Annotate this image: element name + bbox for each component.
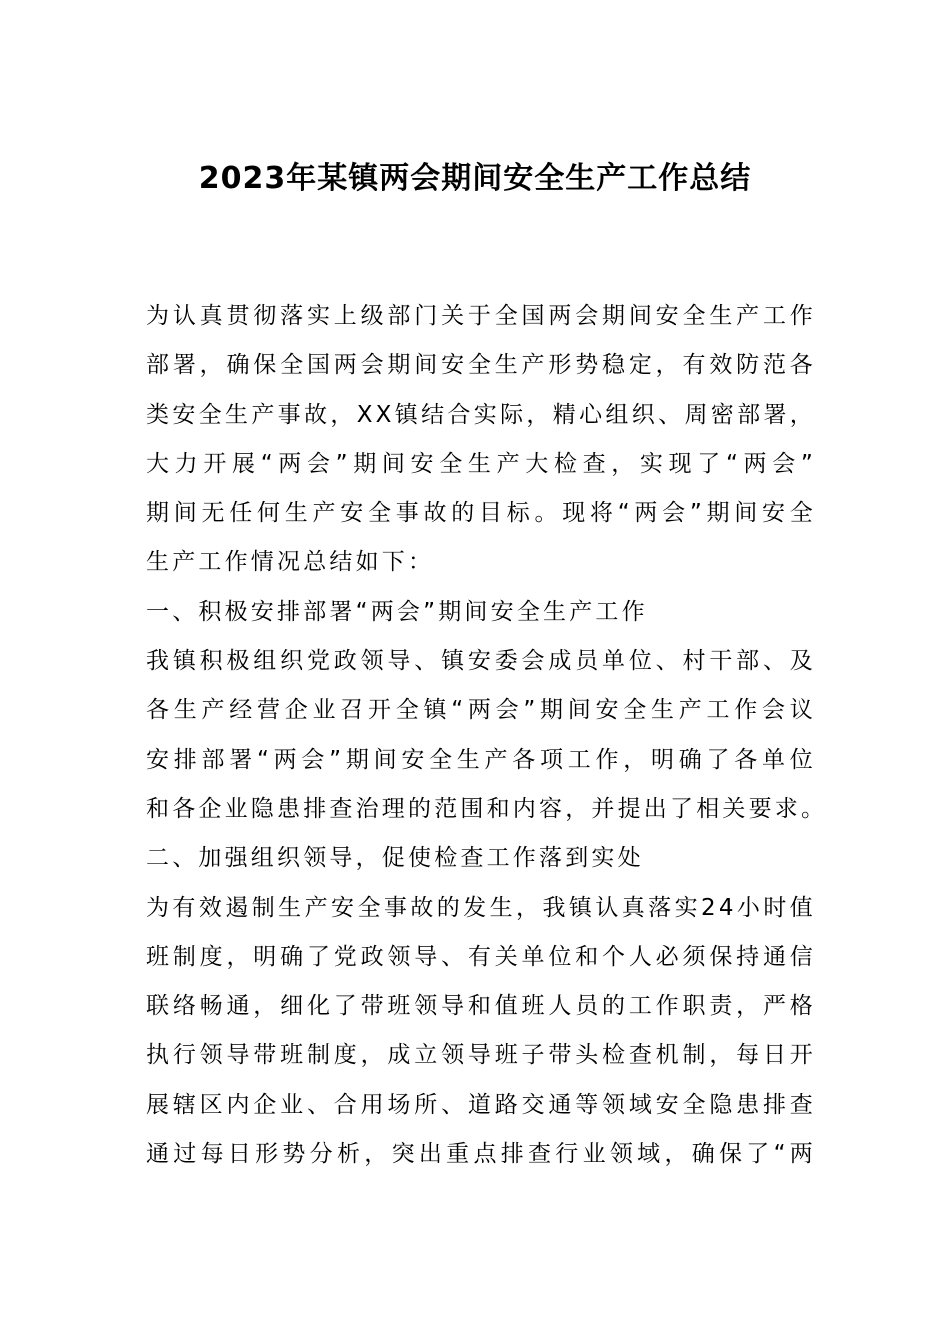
- body-line: 部署，确保全国两会期间安全生产形势稳定，有效防范各: [146, 352, 816, 379]
- page-title: 2023年某镇两会期间安全生产工作总结: [198, 161, 752, 196]
- body-line: 大力开展“两会”期间安全生产大检查，实现了“两会”: [146, 450, 816, 477]
- body-line: 联络畅通，细化了带班领导和值班人员的工作职责，严格: [146, 993, 816, 1020]
- body-line: 和各企业隐患排查治理的范围和内容，并提出了相关要求。: [146, 795, 828, 822]
- section-heading-1: 一、积极安排部署“两会”期间安全生产工作: [146, 598, 648, 625]
- body-line: 为认真贯彻落实上级部门关于全国两会期间安全生产工作: [146, 303, 816, 329]
- body-line: 班制度，明确了党政领导、有关单位和个人必须保持通信: [146, 943, 816, 970]
- section-heading-2: 二、加强组织领导，促使检查工作落到实处: [146, 845, 644, 872]
- body-line: 展辖区内企业、合用场所、道路交通等领域安全隐患排查: [146, 1091, 816, 1118]
- body-line: 通过每日形势分析，突出重点排查行业领域，确保了“两: [146, 1141, 816, 1168]
- body-line: 执行领导带班制度，成立领导班子带头检查机制，每日开: [146, 1042, 816, 1069]
- body-line: 期间无任何生产安全事故的目标。现将“两会”期间安全: [146, 500, 816, 527]
- body-line: 为有效遏制生产安全事故的发生，我镇认真落实24小时值: [146, 894, 816, 921]
- body-line: 类安全生产事故，XX镇结合实际，精心组织、周密部署，: [146, 401, 816, 428]
- body-line: 生产工作情况总结如下：: [146, 549, 435, 576]
- body-line: 我镇积极组织党政领导、镇安委会成员单位、村干部、及: [146, 648, 816, 675]
- document-body: [146, 292, 828, 1179]
- body-line: 安排部署“两会”期间安全生产各项工作，明确了各单位: [146, 746, 816, 773]
- body-line: 各生产经营企业召开全镇“两会”期间安全生产工作会议: [146, 697, 816, 724]
